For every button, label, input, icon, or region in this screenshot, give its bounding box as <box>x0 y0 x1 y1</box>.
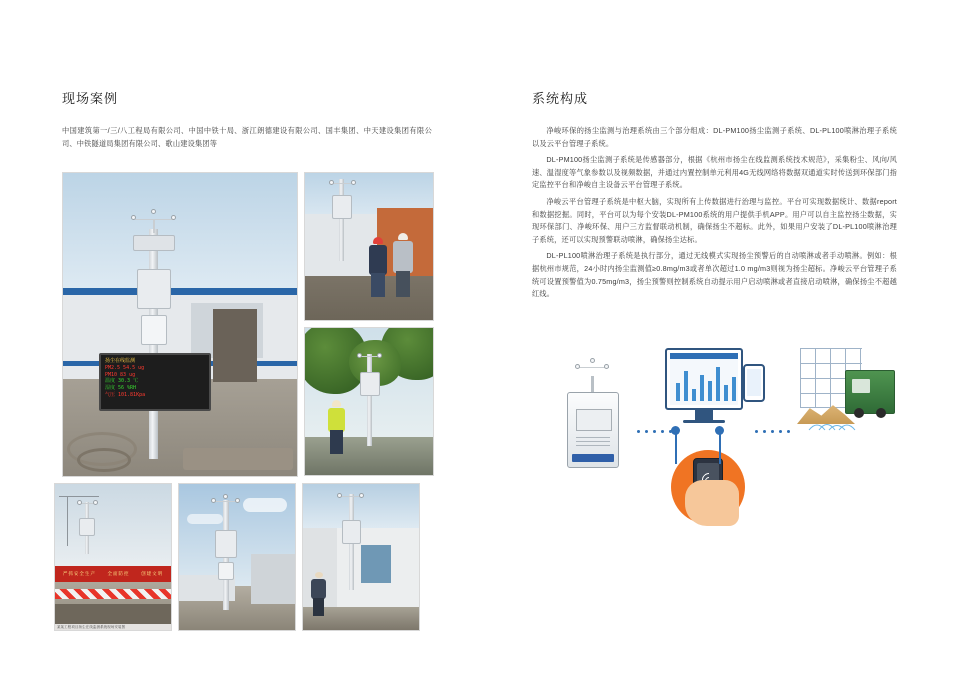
left-section-title: 现场案例 <box>62 91 119 106</box>
right-paragraph-4: DL-PL100喷淋治理子系统是执行部分，通过无线模式实现扬尘预警后的自动喷淋或者手动喷淋。例如：根据杭州市规范，24小时内扬尘监测值≥0.8mg/m3或者单次超过1.0 mg/m3则视为扬尘超标。净峻云平台管理子系统可设置预警值为0.75mg/m3，扬尘预警则控制系统自动提示用户启动喷淋或者直接启动喷淋，确保扬尘不超越红线。 <box>532 251 897 299</box>
led-line-5: 气压 101.81Kpa <box>105 391 146 398</box>
photo-site-workers-installing <box>304 172 434 321</box>
photo-site-worker-green-trees <box>304 327 434 476</box>
photo-row-top <box>62 172 434 477</box>
led-line-4: 湿度 56 %RH <box>105 385 137 391</box>
led-header: 扬尘在线监测 <box>105 358 136 364</box>
left-column <box>62 88 432 154</box>
right-paragraph-3: 净峻云平台管理子系统是中枢大脑，实现所有上传数据进行治理与监控。平台可实现数据统计、数据report和数据挖掘。同时，平台可以为每个安装DL-PM100系统的用户提供手机APP。用户可以自主监控扬尘数据，实现环保部门、净峻环保、用户三方监督联动机制，确保扬尘不超标。此外，如果用户安装了DL-PL100喷淋治理子系统，还可以实现预警联动喷淋，确保扬尘达标。 <box>532 196 897 244</box>
photo-gallery <box>57 172 434 631</box>
left-paragraph-1: 中国建筑第一/三/八工程局有限公司、中国中铁十局、浙江朗德建设有限公司、国丰集团、中天建设集团有限公司、中铁隧道局集团有限公司、歌山建设集团等 <box>62 126 432 148</box>
diagram-spray-icon <box>807 418 857 432</box>
right-paragraph-2: DL-PM100扬尘监测子系统是传感器部分，根据《杭州市扬尘在线监测系统技术规范》，采集粉尘、风向/风速、温湿度等气象参数以及视频数据，并通过内置控制单元利用4G无线网络将数据双通道实时传送到环保部门指定监控平台和净峻自主设备云平台管理子系统。 <box>532 155 897 190</box>
led-line-2: PM10 83 ug <box>105 371 136 378</box>
weather-sensor-icon <box>131 209 179 237</box>
weather-sensor-icon <box>337 490 365 506</box>
photo-caption: 某某工程项目扬尘在线监测系统现场安装图 <box>55 624 171 630</box>
left-body-text <box>62 125 432 150</box>
worker-figure <box>327 400 347 456</box>
right-body-text <box>532 125 897 301</box>
led-line-1: PM2.5 54.5 ug <box>105 364 145 371</box>
photo-site-monitoring-station-main <box>62 172 298 477</box>
right-section-title: 系统构成 <box>532 91 589 106</box>
diagram-cloud-platform-pc <box>665 348 743 410</box>
photo-side-column <box>304 172 434 477</box>
diagram-hand <box>685 480 739 526</box>
weather-sensor-icon <box>77 498 99 512</box>
photo-site-station-blue-sky <box>178 483 296 631</box>
right-paragraph-1: 净峻环保的扬尘监测与治理系统由三个部分组成：DL-PM100扬尘监测子系统、DL-PL100喷淋治理子系统以及云平台管理子系统。 <box>532 126 897 148</box>
weather-sensor-icon <box>211 494 241 512</box>
worker-figure <box>391 233 415 299</box>
worker-figure <box>367 237 389 299</box>
weather-sensor-icon <box>329 177 357 193</box>
site-banner: 严抓安全生产 全面防控 创建文明 <box>55 566 171 582</box>
photo-row-bottom <box>54 483 434 631</box>
led-line-3: 温度 30.3 ℃ <box>105 378 139 385</box>
weather-sensor-icon <box>357 350 383 366</box>
diagram-mobile-app <box>743 364 765 402</box>
diagram-spray-machine <box>845 370 895 414</box>
worker-figure <box>311 572 327 616</box>
photo-site-station-white-building <box>302 483 420 631</box>
led-display-board <box>99 353 211 411</box>
photo-site-gate-banner <box>54 483 172 631</box>
diagram-monitoring-station <box>567 358 629 468</box>
system-architecture-diagram <box>545 330 900 560</box>
weather-sensor-icon <box>575 358 611 380</box>
right-column <box>532 88 897 305</box>
